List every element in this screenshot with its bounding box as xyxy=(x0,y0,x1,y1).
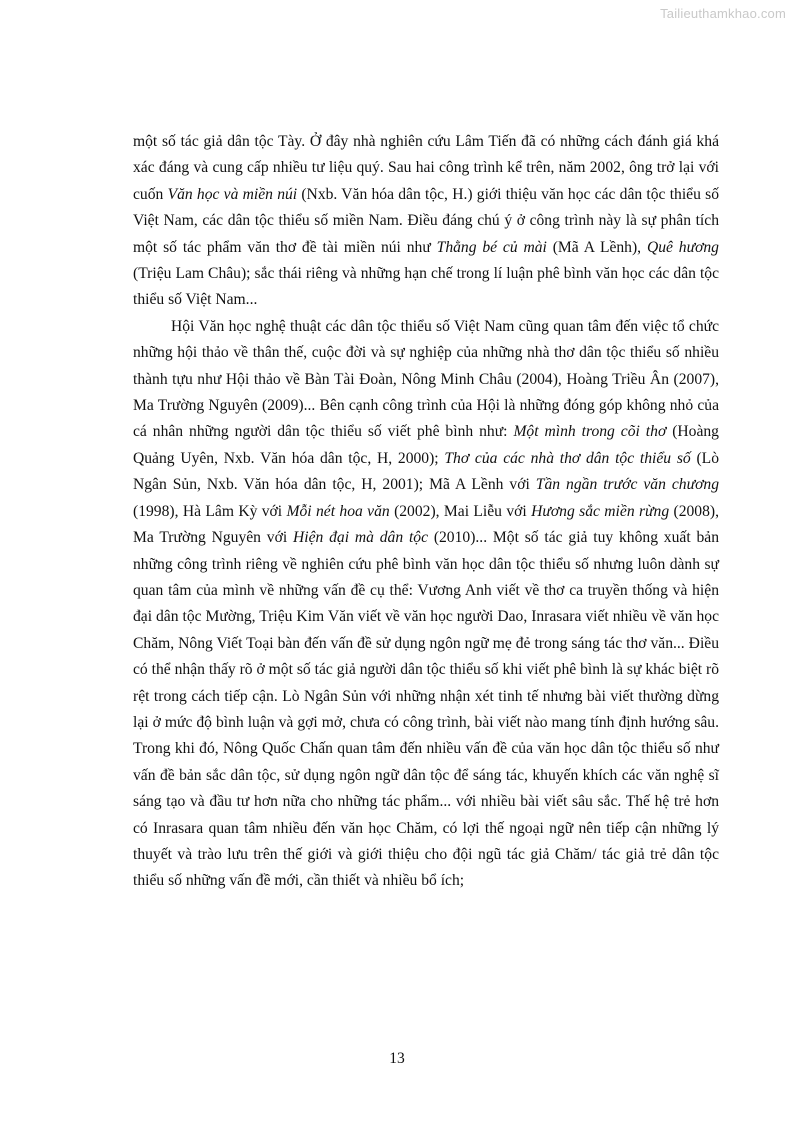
book-title-thang-be-cu-mai: Thằng bé củ mài xyxy=(436,238,547,256)
text-run: (1998), Hà Lâm Kỳ với xyxy=(133,502,287,520)
text-run: (Triệu Lam Châu); sắc thái riêng và những hạn chế trong lí luận phê bình văn học các dân tộc thiểu số Việt Nam... xyxy=(133,265,719,309)
book-title-tan-ngan-truoc-van-chuong: Tần ngần trước văn chương xyxy=(535,476,719,494)
book-title-que-huong: Quê hương xyxy=(646,238,719,256)
book-title-van-hoc-va-mien-nui: Văn học và miền núi xyxy=(167,185,298,203)
book-title-huong-sac-mien-rung: Hương sắc miền rừng xyxy=(531,502,670,520)
paragraph-1 xyxy=(133,129,719,314)
text-run: (2008), Ma Trường Nguyên với xyxy=(133,502,719,547)
text-run: (Mã A Lềnh), xyxy=(546,238,647,256)
watermark: Tailieuthamkhao.com xyxy=(660,6,786,21)
text-run: (Lò Ngân Sủn, Nxb. Văn hóa dân tộc, H, 2001); Mã A Lềnh với xyxy=(133,449,719,494)
book-title-hien-dai-ma-dan-toc: Hiện đại mà dân tộc xyxy=(292,529,428,547)
text-run: một số tác giả dân tộc Tày. Ở đây nhà nghiên cứu Lâm Tiến đã có những cách đánh giá khá xác đáng và cung cấp nhiều tư liệu quý. Sau hai công trình kể trên, năm 2002, ông trở lại với cuốn xyxy=(133,133,719,203)
text-run: (2010)... Một số tác giả tuy không xuất bản những công trình riêng về nghiên cứu phê bình văn học dân tộc thiểu số nhưng luôn dành sự quan tâm của mình về những vấn đề cụ thể: Vương Anh viết về thơ ca truyền thống và hiện đại dân tộc Mường, Triệu Kim Văn viết về văn học người Dao, Inrasara viết nhiều về văn học Chăm, Nông Viết Toại bàn đến vấn đề sử dụng ngôn ngữ mẹ đẻ trong sáng tác thơ văn... Điều có thể nhận thấy rõ ở một số tác giả người dân tộc thiểu số khi viết phê bình là sự khác biệt rõ rệt trong cách tiếp cận. Lò Ngân Sủn với những nhận xét tinh tế nhưng bài viết thường dừng lại ở mức độ bình luận và gợi mở, chưa có công trình, bài viết nào mang tính định hướng sâu. Trong khi đó, Nông Quốc Chấn quan tâm đến nhiều vấn đề của văn học dân tộc thiểu số như vấn đề bản sắc dân tộc, sử dụng ngôn ngữ dân tộc để sáng tác, khuyến khích các văn nghệ sĩ sáng tạo và đầu tư hơn nữa cho những tác phẩm... với nhiều bài viết sâu sắc. Thế hệ trẻ hơn có Inrasara quan tâm nhiều đến văn học Chăm, có lợi thế ngoại ngữ nên tiếp cận những lý thuyết và trào lưu trên thế giới và giới thiệu cho đội ngũ tác giả Chăm/ tác giả trẻ dân tộc thiểu số những vấn đề mới, cần thiết và nhiều bổ ích; xyxy=(133,529,719,890)
book-title-moi-net-hoa-van: Mỗi nét hoa văn xyxy=(286,502,390,520)
text-run: Hội Văn học nghệ thuật các dân tộc thiểu số Việt Nam cũng quan tâm đến việc tổ chức những hội thảo về thân thế, cuộc đời và sự nghiệp của những nhà thơ dân tộc thiểu số nhiều thành tựu như Hội thảo về Bàn Tài Đoàn, Nông Minh Châu (2004), Hoàng Triều Ân (2007), Ma Trường Nguyên (2009)... Bên cạnh công trình của Hội là những đóng góp không nhỏ của cá nhân những người dân tộc thiểu số viết phê bình như: xyxy=(133,317,719,441)
text-run: (Hoàng Quảng Uyên, Nxb. Văn hóa dân tộc, H, 2000); xyxy=(133,423,719,467)
text-run: (Nxb. Văn hóa dân tộc, H.) giới thiệu văn học các dân tộc thiểu số Việt Nam, các dân tộc thiểu số miền Nam. Điều đáng chú ý ở công trình này là sự phân tích một số tác phẩm văn thơ đề tài miền núi như xyxy=(133,185,720,256)
book-title-tho-cua-cac-nha-tho: Thơ của các nhà thơ dân tộc thiểu số xyxy=(444,449,691,467)
text-run: (2002), Mai Liễu với xyxy=(389,502,532,520)
page-number: 13 xyxy=(389,1050,405,1067)
paragraph-2 xyxy=(133,314,719,895)
book-title-mot-minh-trong-coi-tho: Một mình trong cõi thơ xyxy=(513,423,667,441)
document-body xyxy=(133,129,719,895)
